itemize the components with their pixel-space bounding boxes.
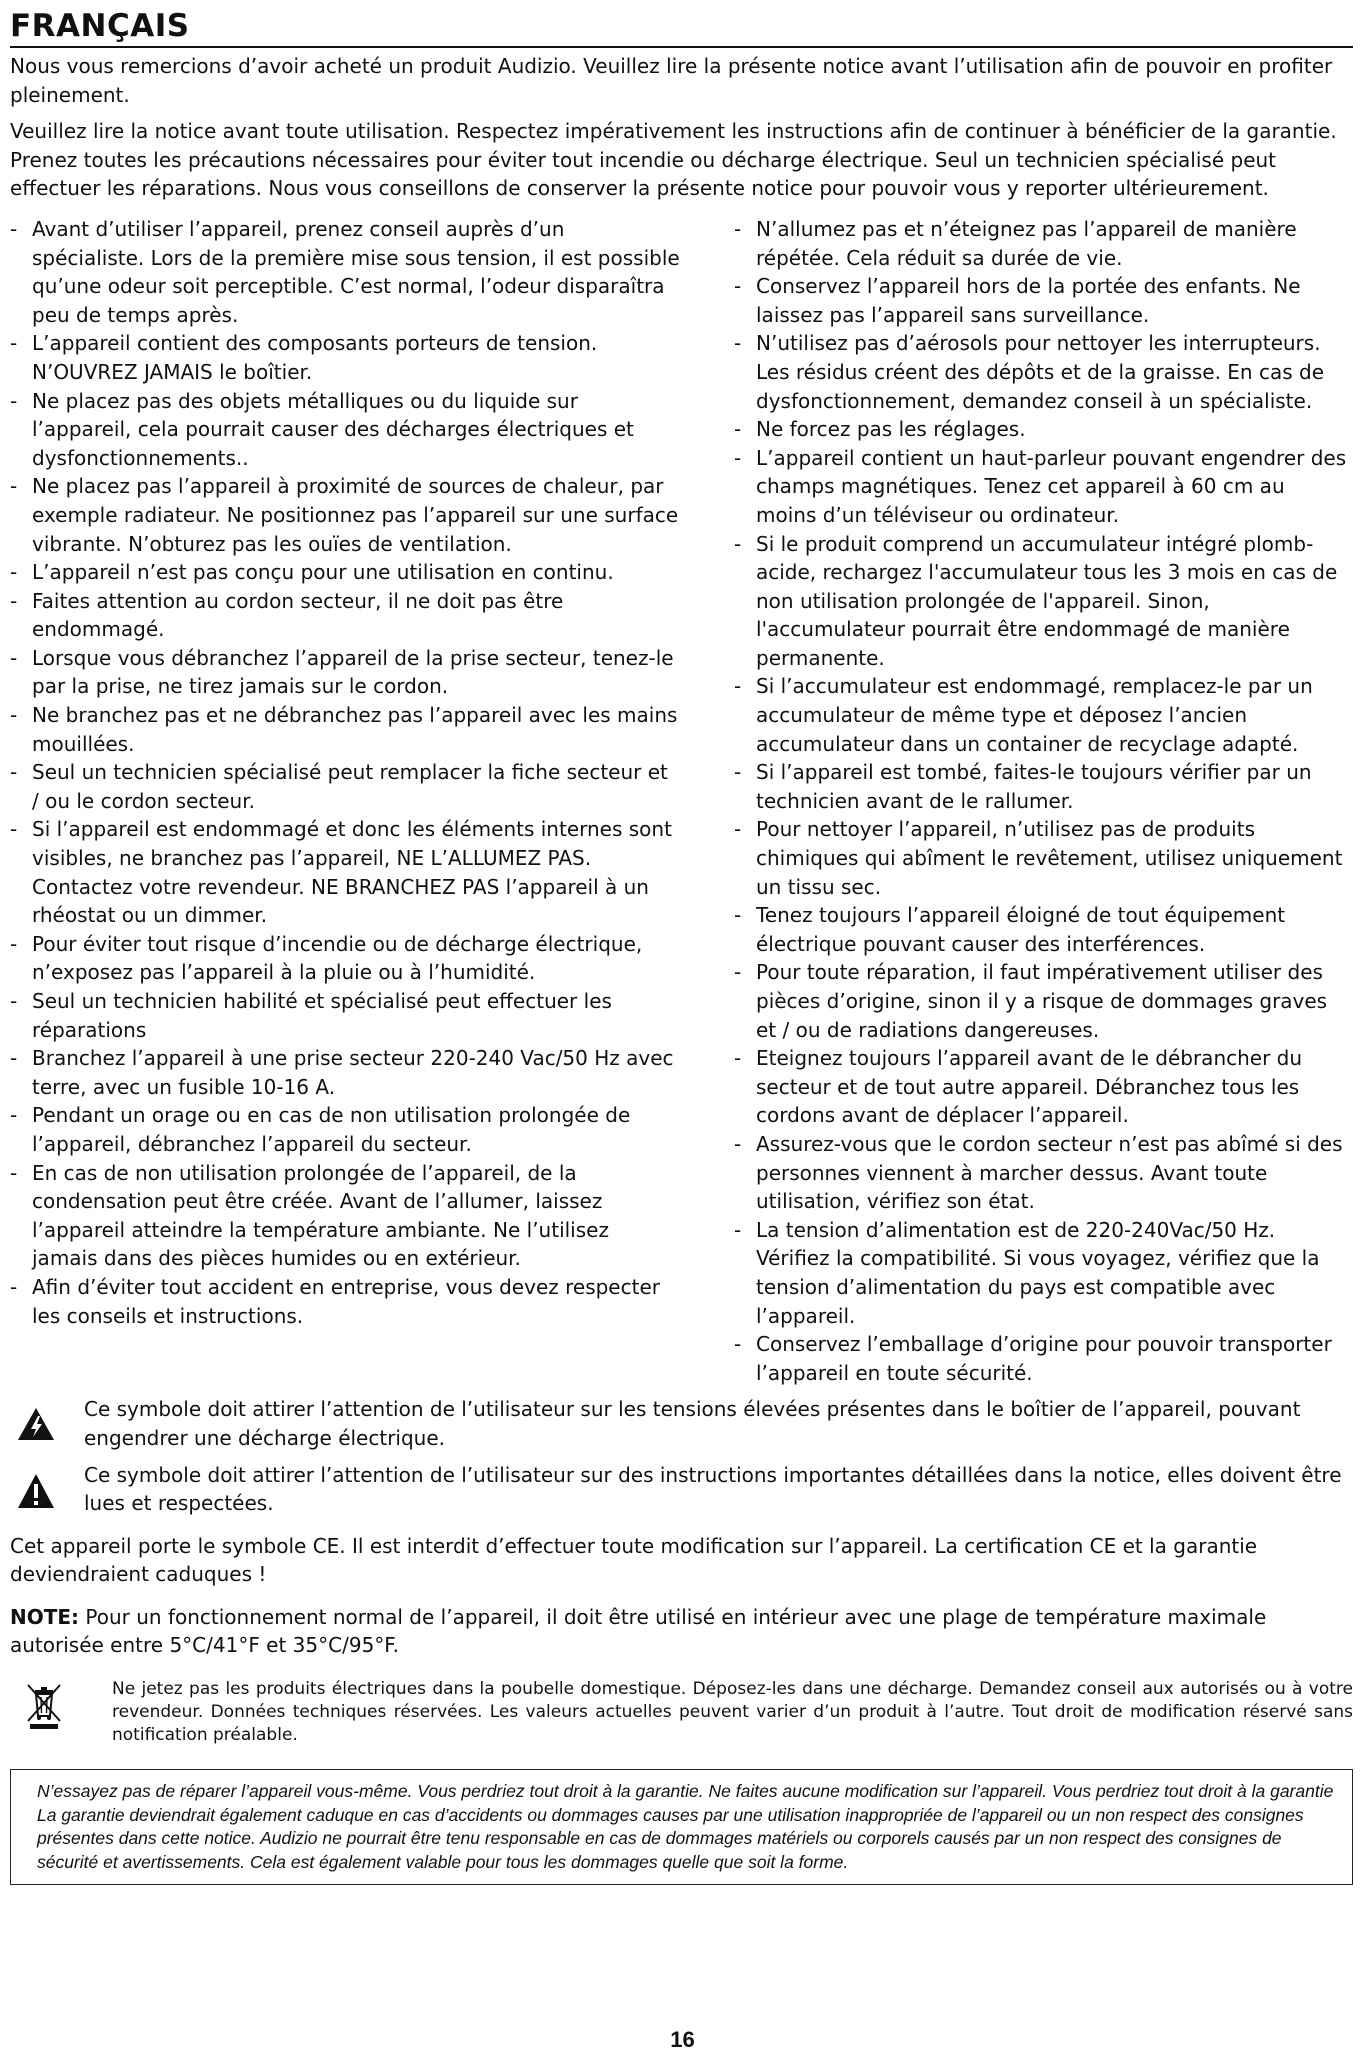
list-item: - Pour éviter tout risque d’incendie ou de décharge électrique, n’exposez pas l’appareil à la pluie ou à l’humidité. [10, 930, 680, 987]
weee-text: Ne jetez pas les produits électriques dans la poubelle domestique. Déposez-les dans une décharge. Demandez conseil aux autorisés ou à votre revendeur. Données techniques réservées. Les valeurs actuelles peuvent varier d’un produit à l’autre. Tout droit de modification réservé sans notification préalable. [112, 1679, 1353, 1746]
voltage-symbol-text: Ce symbole doit attirer l’attention de l’utilisateur sur les tensions élevées présentes dans le boîtier de l’appareil, pouvant engendrer une décharge électrique. [84, 1397, 1301, 1450]
list-item: - Assurez-vous que le cordon secteur n’est pas abîmé si des personnes viennent à marcher dessus. Avant toute utilisation, vérifiez son état. [734, 1130, 1349, 1216]
list-item: - Ne placez pas l’appareil à proximité de sources de chaleur, par exemple radiateur. Ne positionnez pas l’appareil sur une surface vibrante. N’obturez pas les ouïes de ventilation. [10, 472, 680, 558]
list-item: - Ne forcez pas les réglages. [734, 415, 1349, 444]
note-text: Pour un fonctionnement normal de l’appareil, il doit être utilisé en intérieur avec une plage de température maximale autorisée entre 5°C/41°F et 35°C/95°F. [10, 1604, 1267, 1658]
intro-paragraph-1: Nous vous remercions d’avoir acheté un produit Audizio. Veuillez lire la présente notice avant l’utilisation afin de pouvoir en profiter pleinement. [10, 54, 1333, 107]
note-paragraph [10, 1603, 1353, 1660]
list-item: - Pour toute réparation, il faut impérativement utiliser des pièces d’origine, sinon il y a risque de dommages graves et / ou de radiations dangereuses. [734, 958, 1349, 1044]
right-column [734, 215, 1349, 1387]
list-item: - Tenez toujours l’appareil éloigné de tout équipement électrique pouvant causer des interférences. [734, 901, 1349, 958]
list-item: - Ne placez pas des objets métalliques ou du liquide sur l’appareil, cela pourrait causer des décharges électriques et dysfonctionnements.. [10, 387, 680, 473]
crossed-bin-icon [10, 1678, 76, 1734]
list-item: - Branchez l’appareil à une prise secteur 220-240 Vac/50 Hz avec terre, avec un fusible 10-16 A. [10, 1044, 680, 1101]
safety-instructions [10, 215, 1353, 1387]
list-item: - Si l’appareil est endommagé et donc les éléments internes sont visibles, ne branchez pas l’appareil, NE L’ALLUMEZ PAS. Contactez votre revendeur. NE BRANCHEZ PAS l’appareil à un rhéostat ou un dimmer. [10, 815, 680, 929]
list-item: - Si le produit comprend un accumulateur intégré plomb-acide, rechargez l'accumulateur tous les 3 mois en cas de non utilisation prolongée de l'appareil. Sinon, l'accumulateur pourrait être endommagé de manière permanente. [734, 530, 1349, 673]
list-item: - Conservez l’emballage d’origine pour pouvoir transporter l’appareil en toute sécurité. [734, 1330, 1349, 1387]
note-label: NOTE: [10, 1604, 80, 1629]
left-column [10, 215, 680, 1387]
list-item: - Pendant un orage ou en cas de non utilisation prolongée de l’appareil, débranchez l’appareil du secteur. [10, 1101, 680, 1158]
warranty-disclaimer-box: N’essayez pas de réparer l’appareil vous-même. Vous perdriez tout droit à la garantie. Ne faites aucune modification sur l’appareil. Vous perdriez tout droit à la garantie La garantie deviendrait également caduque en cas d’accidents ou dommages causes par une utilisation inappropriée de l’appareil ou un non respect des consignes présentes dans cette notice. Audizio ne pourrait être tenu responsable en cas de dommages matériels ou corporels causés par un non respect des consignes de sécurité et avertissements. Cela est également valable pour tous les dommages quelle que soit la forme. [10, 1769, 1353, 1885]
list-item: - Eteignez toujours l’appareil avant de le débrancher du secteur et de tout autre appareil. Débranchez tous les cordons avant de déplacer l’appareil. [734, 1044, 1349, 1130]
list-item: - L’appareil contient des composants porteurs de tension. N’OUVREZ JAMAIS le boîtier. [10, 329, 680, 386]
high-voltage-warning-icon [10, 1395, 62, 1441]
manual-page [10, 8, 1353, 1885]
warning-symbol-note [10, 1461, 1353, 1518]
intro-paragraph-2: Veuillez lire la notice avant toute utilisation. Respectez impérativement les instructions afin de continuer à bénéficier de la garantie. Prenez toutes les précautions nécessaires pour éviter tout incendie ou décharge électrique. Seul un technicien spécialisé peut effectuer les réparations. Nous vous conseillons de conserver la présente notice pour pouvoir vous y reporter ultérieurement. [10, 119, 1337, 201]
list-item: - L’appareil n’est pas conçu pour une utilisation en continu. [10, 558, 680, 587]
list-item: - Lorsque vous débranchez l’appareil de la prise secteur, tenez-le par la prise, ne tirez jamais sur le cordon. [10, 644, 680, 701]
list-item: - Si l’appareil est tombé, faites-le toujours vérifier par un technicien avant de le rallumer. [734, 758, 1349, 815]
voltage-symbol-note [10, 1395, 1353, 1452]
list-item: - Si l’accumulateur est endommagé, remplacez-le par un accumulateur de même type et déposez l’ancien accumulateur dans un container de recyclage adapté. [734, 672, 1349, 758]
list-item: - Avant d’utiliser l’appareil, prenez conseil auprès d’un spécialiste. Lors de la première mise sous tension, il est possible qu’une odeur soit perceptible. C’est normal, l’odeur disparaîtra peu de temps après. [10, 215, 680, 329]
right-instruction-list [734, 215, 1349, 1387]
list-item: - Pour nettoyer l’appareil, n’utilisez pas de produits chimiques qui abîment le revêtement, utilisez uniquement un tissu sec. [734, 815, 1349, 901]
exclamation-warning-icon [10, 1461, 62, 1509]
list-item: - Seul un technicien spécialisé peut remplacer la fiche secteur et / ou le cordon secteur. [10, 758, 680, 815]
list-item: - Faites attention au cordon secteur, il ne doit pas être endommagé. [10, 587, 680, 644]
list-item: - Afin d’éviter tout accident en entreprise, vous devez respecter les conseils et instructions. [10, 1273, 680, 1330]
intro-section [10, 52, 1353, 203]
list-item: - N’allumez pas et n’éteignez pas l’appareil de manière répétée. Cela réduit sa durée de vie. [734, 215, 1349, 272]
list-item: - N’utilisez pas d’aérosols pour nettoyer les interrupteurs. Les résidus créent des dépôts et de la graisse. En cas de dysfonctionnement, demandez conseil à un spécialiste. [734, 329, 1349, 415]
list-item: - Seul un technicien habilité et spécialisé peut effectuer les réparations [10, 987, 680, 1044]
ce-paragraph: Cet appareil porte le symbole CE. Il est interdit d’effectuer toute modification sur l’appareil. La certification CE et la garantie deviendraient caduques ! [10, 1533, 1258, 1587]
warning-symbol-text: Ce symbole doit attirer l’attention de l’utilisateur sur des instructions importantes détaillées dans la notice, elles doivent être lues et respectées. [84, 1462, 1342, 1516]
list-item: - Ne branchez pas et ne débranchez pas l’appareil avec les mains mouillées. [10, 701, 680, 758]
list-item: - L’appareil contient un haut-parleur pouvant engendrer des champs magnétiques. Tenez cet appareil à 60 cm au moins d’un téléviseur ou ordinateur. [734, 444, 1349, 530]
section-title: FRANÇAIS [10, 8, 1353, 48]
page-number: 16 [670, 2027, 695, 2052]
list-item: - En cas de non utilisation prolongée de l’appareil, de la condensation peut être créée. Avant de l’allumer, laissez l’appareil atteindre la température ambiante. Ne l’utilisez jamais dans des pièces humides ou en extérieur. [10, 1159, 680, 1273]
list-item: - La tension d’alimentation est de 220-240Vac/50 Hz. Vérifiez la compatibilité. Si vous voyagez, vérifiez que la tension d’alimentation du pays est compatible avec l’appareil. [734, 1216, 1349, 1330]
left-instruction-list [10, 215, 680, 1330]
weee-notice [10, 1678, 1353, 1747]
list-item: - Conservez l’appareil hors de la portée des enfants. Ne laissez pas l’appareil sans surveillance. [734, 272, 1349, 329]
